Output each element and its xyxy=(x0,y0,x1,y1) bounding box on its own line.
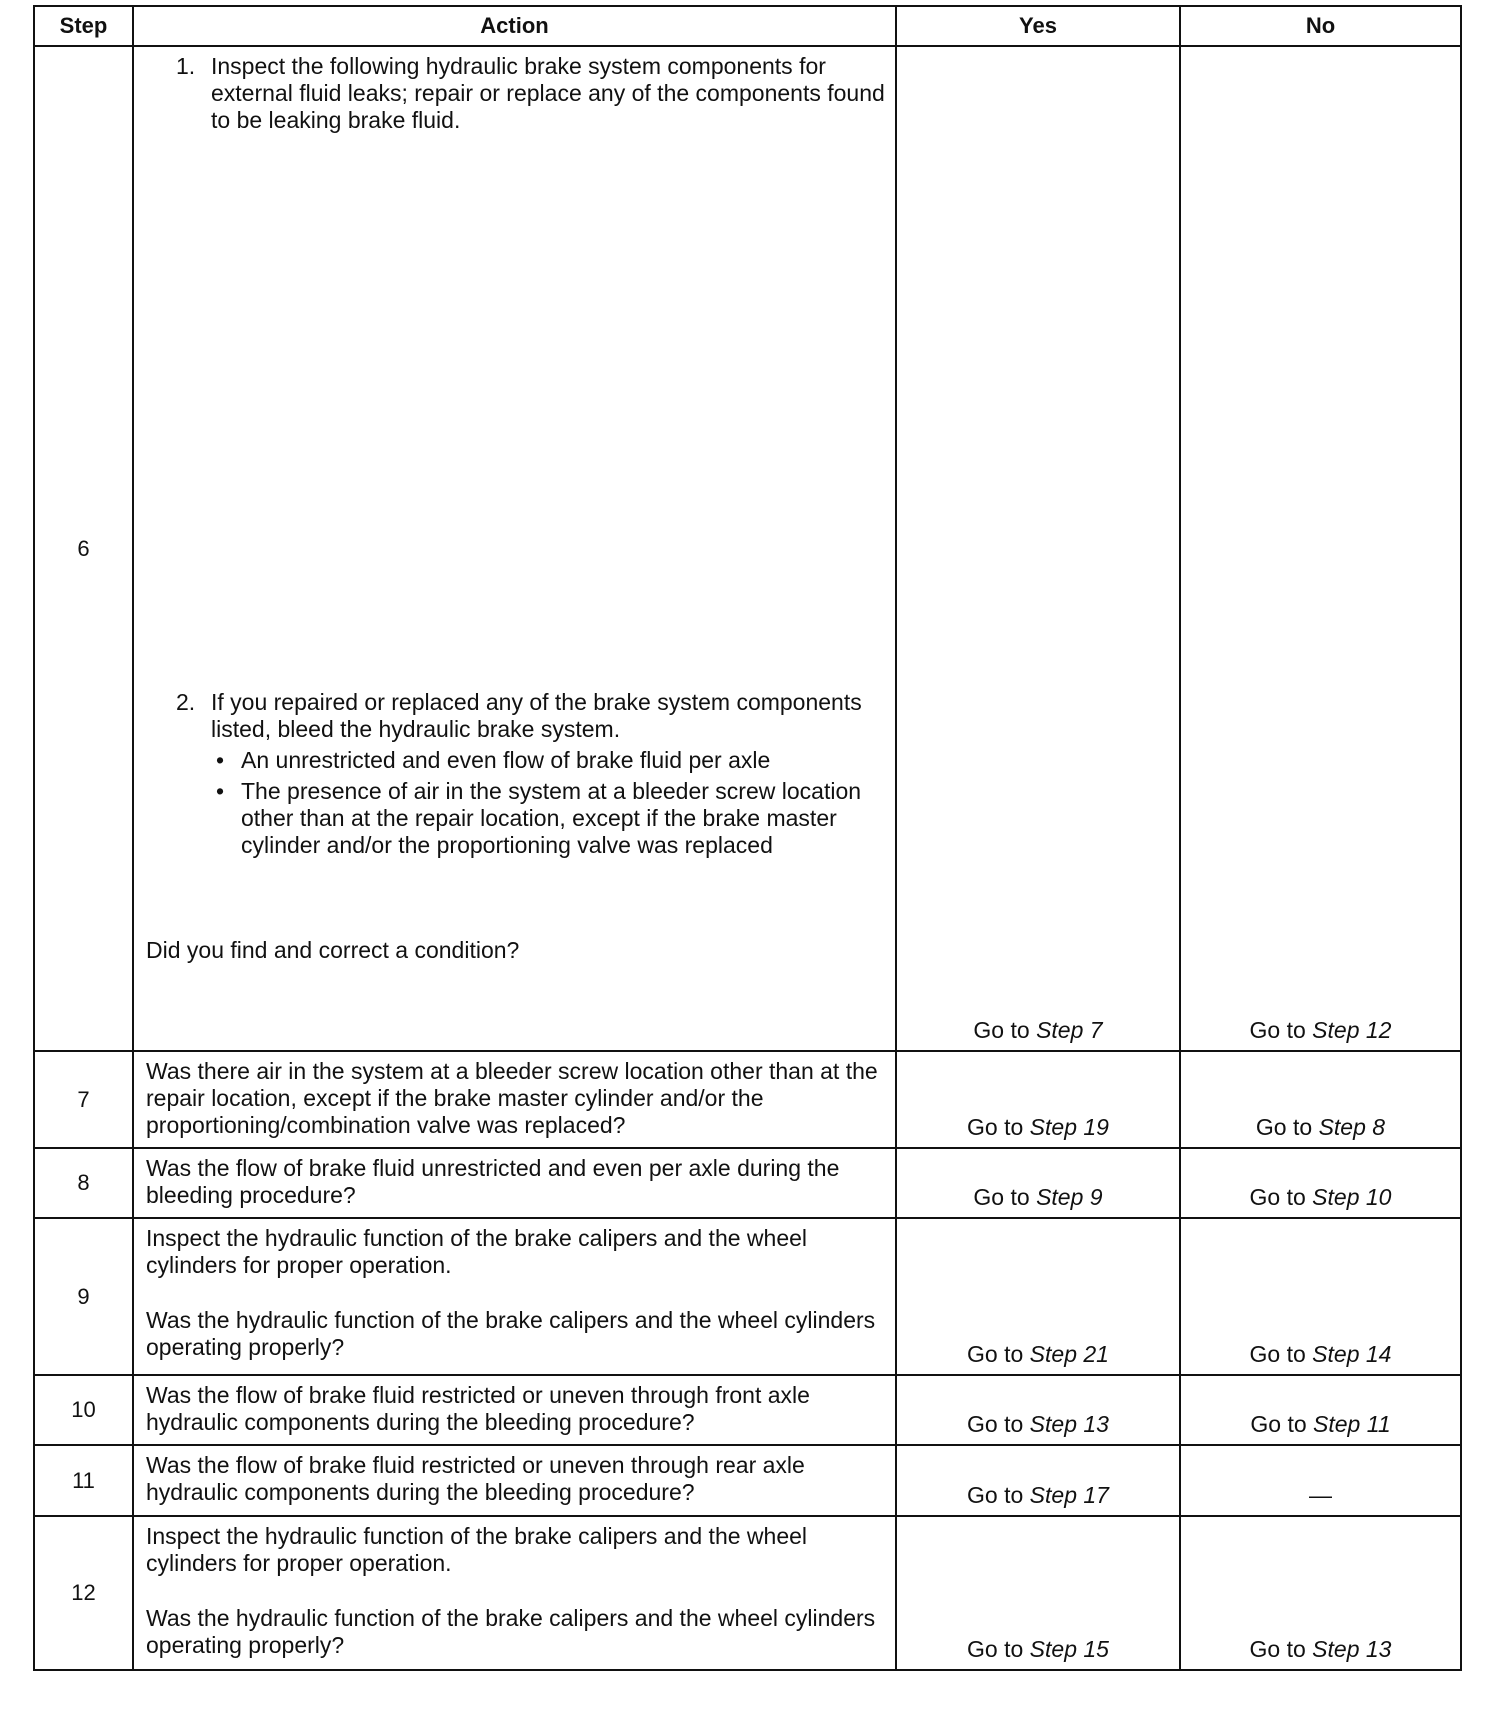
action-cell xyxy=(133,1218,896,1375)
header-row xyxy=(34,6,1461,46)
no-cell xyxy=(1180,1051,1461,1148)
step-number: 6 xyxy=(34,46,133,1051)
bullet-icon: • xyxy=(216,778,225,804)
header-no: No xyxy=(1180,6,1461,46)
bullet-item xyxy=(216,778,885,859)
yes-cell xyxy=(896,1218,1180,1375)
question: Did you find and correct a condition? xyxy=(146,937,520,963)
no-goto: Go to Step 8 xyxy=(1255,1114,1386,1140)
no-cell xyxy=(1180,1375,1461,1445)
bullet-item xyxy=(216,747,885,774)
yes-goto: Go to Step 21 xyxy=(967,1341,1109,1367)
yes-cell xyxy=(896,1148,1180,1218)
step-row-10 xyxy=(34,1375,1461,1445)
action-cell xyxy=(133,1445,896,1516)
action-cell xyxy=(133,1148,896,1218)
question: Was the flow of brake fluid restricted or uneven through rear axle hydraulic components during the bleeding procedure? xyxy=(146,1452,805,1505)
step-number: 9 xyxy=(34,1218,133,1375)
step-row-6 xyxy=(34,46,1461,1051)
step-row-9 xyxy=(34,1218,1461,1375)
yes-goto: Go to Step 9 xyxy=(973,1184,1103,1210)
no-goto: Go to Step 12 xyxy=(1249,1017,1392,1043)
no-goto: Go to Step 10 xyxy=(1249,1184,1392,1210)
yes-cell xyxy=(896,46,1180,1051)
question: Was the hydraulic function of the brake calipers and the wheel cylinders operating properly? xyxy=(146,1605,876,1658)
step-number: 8 xyxy=(34,1148,133,1218)
action-cell xyxy=(133,1375,896,1445)
yes-goto: Go to Step 17 xyxy=(967,1482,1109,1508)
item-text: If you repaired or replaced any of the brake system components listed, bleed the hydraulic brake system. xyxy=(211,689,862,742)
step-row-7 xyxy=(34,1051,1461,1148)
step-number: 10 xyxy=(34,1375,133,1445)
item-number: 2. xyxy=(176,689,196,715)
step-row-11 xyxy=(34,1445,1461,1516)
bullet-text: The presence of air in the system at a bleeder screw location other than at the repair location, except if the brake master cylinder and/or the proportioning valve was replaced xyxy=(241,778,862,858)
bullet-text: An unrestricted and even flow of brake fluid per axle xyxy=(241,747,771,773)
step-number: 7 xyxy=(34,1051,133,1148)
yes-goto: Go to Step 7 xyxy=(973,1017,1103,1043)
item-number: 1. xyxy=(176,53,196,79)
no-goto: Go to Step 13 xyxy=(1249,1636,1392,1662)
yes-cell xyxy=(896,1375,1180,1445)
item-text: Inspect the following hydraulic brake system components for external fluid leaks; repair or replace any of the components found to be leaking brake fluid. xyxy=(211,53,885,133)
no-cell xyxy=(1180,1445,1461,1516)
yes-cell xyxy=(896,1445,1180,1516)
no-cell xyxy=(1180,1218,1461,1375)
yes-goto: Go to Step 13 xyxy=(967,1411,1109,1437)
question: Was the flow of brake fluid restricted or uneven through front axle hydraulic components during the bleeding procedure? xyxy=(146,1382,810,1435)
numbered-item xyxy=(176,689,885,743)
instruction: Inspect the hydraulic function of the brake calipers and the wheel cylinders for proper operation. xyxy=(146,1225,808,1278)
header-action: Action xyxy=(133,6,896,46)
yes-goto: Go to Step 15 xyxy=(967,1636,1109,1662)
no-dash: — xyxy=(1309,1482,1332,1508)
step-row-12 xyxy=(34,1516,1461,1670)
header-yes: Yes xyxy=(896,6,1180,46)
yes-cell xyxy=(896,1516,1180,1670)
action-cell xyxy=(133,1516,896,1670)
instruction: Inspect the hydraulic function of the brake calipers and the wheel cylinders for proper operation. xyxy=(146,1523,808,1576)
yes-cell xyxy=(896,1051,1180,1148)
no-cell xyxy=(1180,46,1461,1051)
numbered-item xyxy=(176,53,885,134)
no-cell xyxy=(1180,1148,1461,1218)
question: Was the flow of brake fluid unrestricted and even per axle during the bleeding procedure? xyxy=(146,1155,840,1208)
header-step: Step xyxy=(34,6,133,46)
no-goto: Go to Step 14 xyxy=(1249,1341,1392,1367)
action-cell xyxy=(133,1051,896,1148)
question: Was there air in the system at a bleeder screw location other than at the repair location, except if the brake master cylinder and/or the proportioning/combination valve was replaced? xyxy=(146,1058,878,1138)
diagnostic-table xyxy=(33,5,1462,1671)
yes-goto: Go to Step 19 xyxy=(967,1114,1109,1140)
bullet-icon: • xyxy=(216,747,225,773)
step-number: 12 xyxy=(34,1516,133,1670)
no-goto: Go to Step 11 xyxy=(1250,1411,1391,1437)
step-number: 11 xyxy=(34,1445,133,1516)
no-cell xyxy=(1180,1516,1461,1670)
action-cell xyxy=(133,46,896,1051)
question: Was the hydraulic function of the brake calipers and the wheel cylinders operating properly? xyxy=(146,1307,876,1360)
step-row-8 xyxy=(34,1148,1461,1218)
